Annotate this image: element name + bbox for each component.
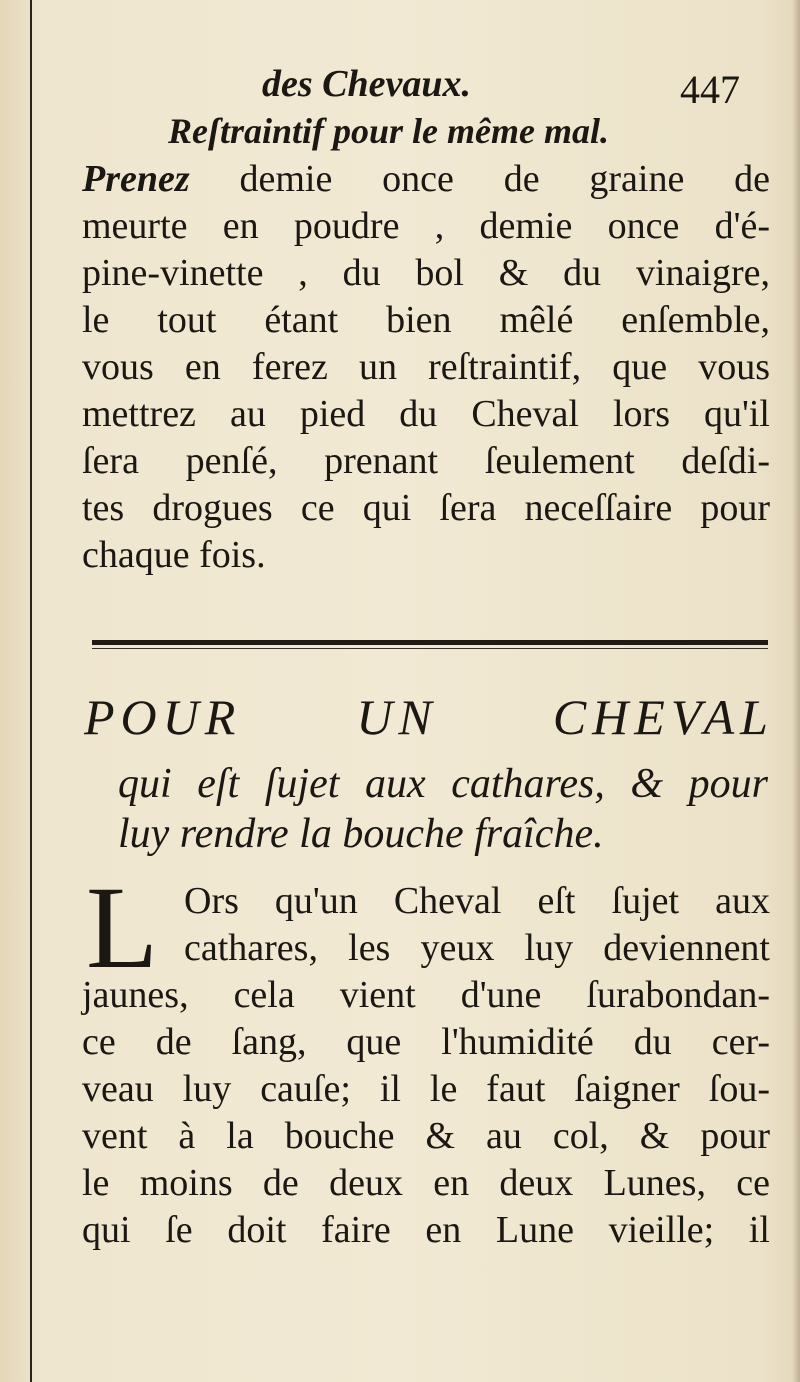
page-number: 447 bbox=[680, 67, 740, 112]
section-title bbox=[84, 688, 774, 746]
paragraph-1-line: vous en ferez un reſtraintif, que vous bbox=[82, 346, 770, 388]
paragraph-1-line: le tout étant bien mêlé enſemble, bbox=[82, 299, 770, 341]
paragraph-1-first-line-rest: demie once de graine de bbox=[239, 158, 771, 200]
page-edge-shadow bbox=[792, 0, 800, 1382]
paragraph-1-line: chaque fois. bbox=[82, 534, 266, 576]
paragraph-1-line: ſera penſé, prenant ſeulement deſdi- bbox=[82, 440, 770, 482]
paragraph-2-line: ce de ſang, que l'humidité du cer- bbox=[82, 1021, 770, 1063]
paragraph-1-line-1 bbox=[82, 156, 770, 203]
paragraph-2-line: vent à la bouche & au col, & pour bbox=[82, 1115, 770, 1157]
paragraph-2-line: veau luy cauſe; il le faut ſaigner ſou- bbox=[82, 1068, 770, 1110]
recipe-heading: Reſtraintif pour le même mal. bbox=[168, 111, 609, 151]
paragraph-1-line: meurte en poudre , demie once d'é- bbox=[82, 205, 770, 247]
paragraph-2-line: jaunes, cela vient d'une ſurabondan- bbox=[82, 974, 770, 1016]
paragraph-2-line: le moins de deux en deux Lunes, ce bbox=[82, 1162, 770, 1204]
paragraph-1-line: mettrez au pied du Cheval lors qu'il bbox=[82, 393, 770, 435]
paragraph-1-first-word: Prenez bbox=[82, 158, 190, 200]
running-head: des Chevaux. bbox=[262, 63, 471, 105]
section-subtitle-line: qui eſt ſujet aux cathares, & pour bbox=[118, 761, 768, 807]
paragraph-2-line: qui ſe doit faire en Lune vieille; il bbox=[82, 1209, 770, 1251]
paragraph-2-line: Ors qu'un Cheval eſt ſujet aux bbox=[184, 880, 770, 922]
paragraph-1-line: pine-vinette , du bol & du vinaigre, bbox=[82, 252, 770, 294]
section-divider bbox=[92, 640, 768, 645]
drop-cap: L bbox=[86, 862, 159, 993]
section-title-word: POUR bbox=[84, 689, 242, 745]
section-title-word: CHEVAL bbox=[552, 689, 774, 745]
binding-edge bbox=[30, 0, 32, 1382]
paragraph-2-line: cathares, les yeux luy deviennent bbox=[184, 927, 770, 969]
paragraph-2 bbox=[82, 862, 770, 1254]
paragraph-1 bbox=[82, 156, 770, 579]
paragraph-1-line: tes drogues ce qui ſera neceſſaire pour bbox=[82, 487, 770, 529]
section-subtitle-line: luy rendre la bouche fraîche. bbox=[118, 811, 604, 857]
section-title-word: UN bbox=[356, 689, 438, 745]
